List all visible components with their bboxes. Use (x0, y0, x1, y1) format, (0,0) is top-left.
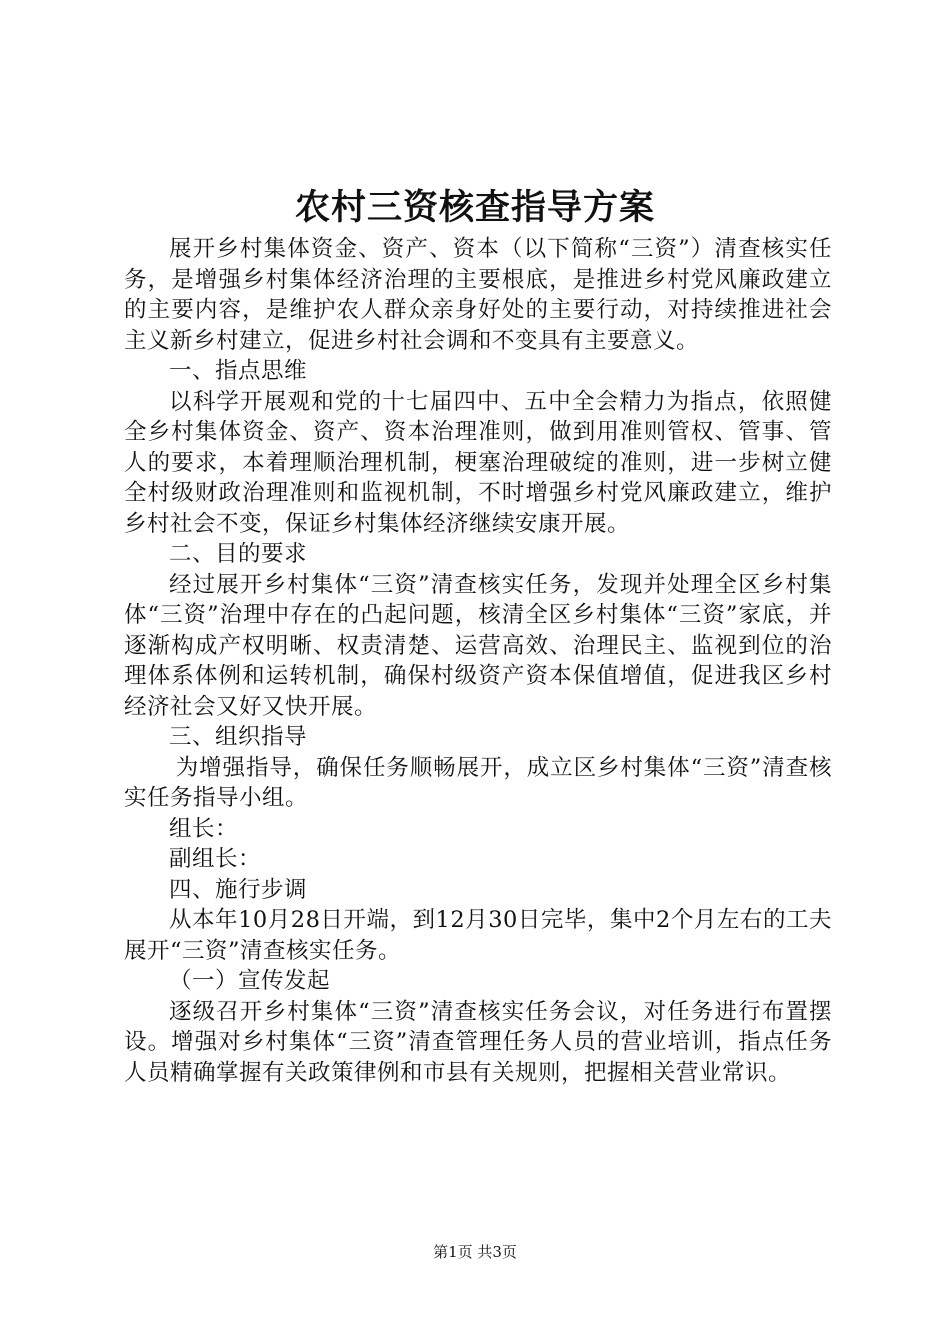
section-heading-organization: 三、组织指导 (169, 724, 308, 750)
guiding-thought-paragraph: 以科学开展观和党的十七届四中、五中全会精力为指点，依照健全乡村集体资金、资产、资本治理准则，做到用准则管权、管事、管人的要求，本着理顺治理机制，梗塞治理破绽的准则，进一步树立健全村级财政治理准则和监视机制，不时增强乡村党风廉政建立，维护乡村社会不变，保证乡村集体经济继续安康开展。 (124, 388, 832, 537)
publicity-paragraph: 逐级召开乡村集体“三资”清查核实任务会议，对任务进行布置摆设。增强对乡村集体“三资”清查管理任务人员的营业培训，指点任务人员精确掌握有关政策律例和市县有关规则，把握相关营业常识。 (124, 998, 832, 1086)
subsection-heading-publicity: （一）宣传发起 (169, 968, 331, 994)
organization-paragraph: 为增强指导，确保任务顺畅展开，成立区乡村集体“三资”清查核实任务指导小组。 (124, 754, 832, 811)
section-heading-guiding-thought: 一、指点思维 (169, 358, 308, 384)
document-title: 农村三资核查指导方案 (294, 187, 655, 228)
document-body (124, 234, 832, 1088)
steps-paragraph: 从本年10月28日开端，到12月30日完毕，集中2个月左右的工夫展开“三资”清查核实任务。 (124, 907, 832, 964)
group-leader-line: 组长： (169, 815, 239, 842)
intro-paragraph: 展开乡村集体资金、资产、资本（以下简称“三资”）清查核实任务，是增强乡村集体经济治理的主要根底，是推进乡村党风廉政建立的主要内容，是维护农人群众亲身好处的主要行动，对持续推进社会主义新乡村建立，促进乡村社会调和不变具有主要意义。 (124, 236, 832, 354)
deputy-group-leader-line: 副组长： (169, 846, 262, 872)
objectives-paragraph: 经过展开乡村集体“三资”清查核实任务，发现并处理全区乡村集体“三资”治理中存在的凸起问题，核清全区乡村集体“三资”家底，并逐渐构成产权明晰、权责清楚、运营高效、治理民主、监视到位的治理体系体例和运转机制，确保村级资产资本保值增值，促进我区乡村经济社会又好又快开展。 (124, 571, 832, 720)
section-heading-objectives: 二、目的要求 (169, 541, 308, 567)
section-heading-steps: 四、施行步调 (169, 876, 308, 903)
page-number-footer: 第1页 共3页 (433, 1243, 517, 1261)
